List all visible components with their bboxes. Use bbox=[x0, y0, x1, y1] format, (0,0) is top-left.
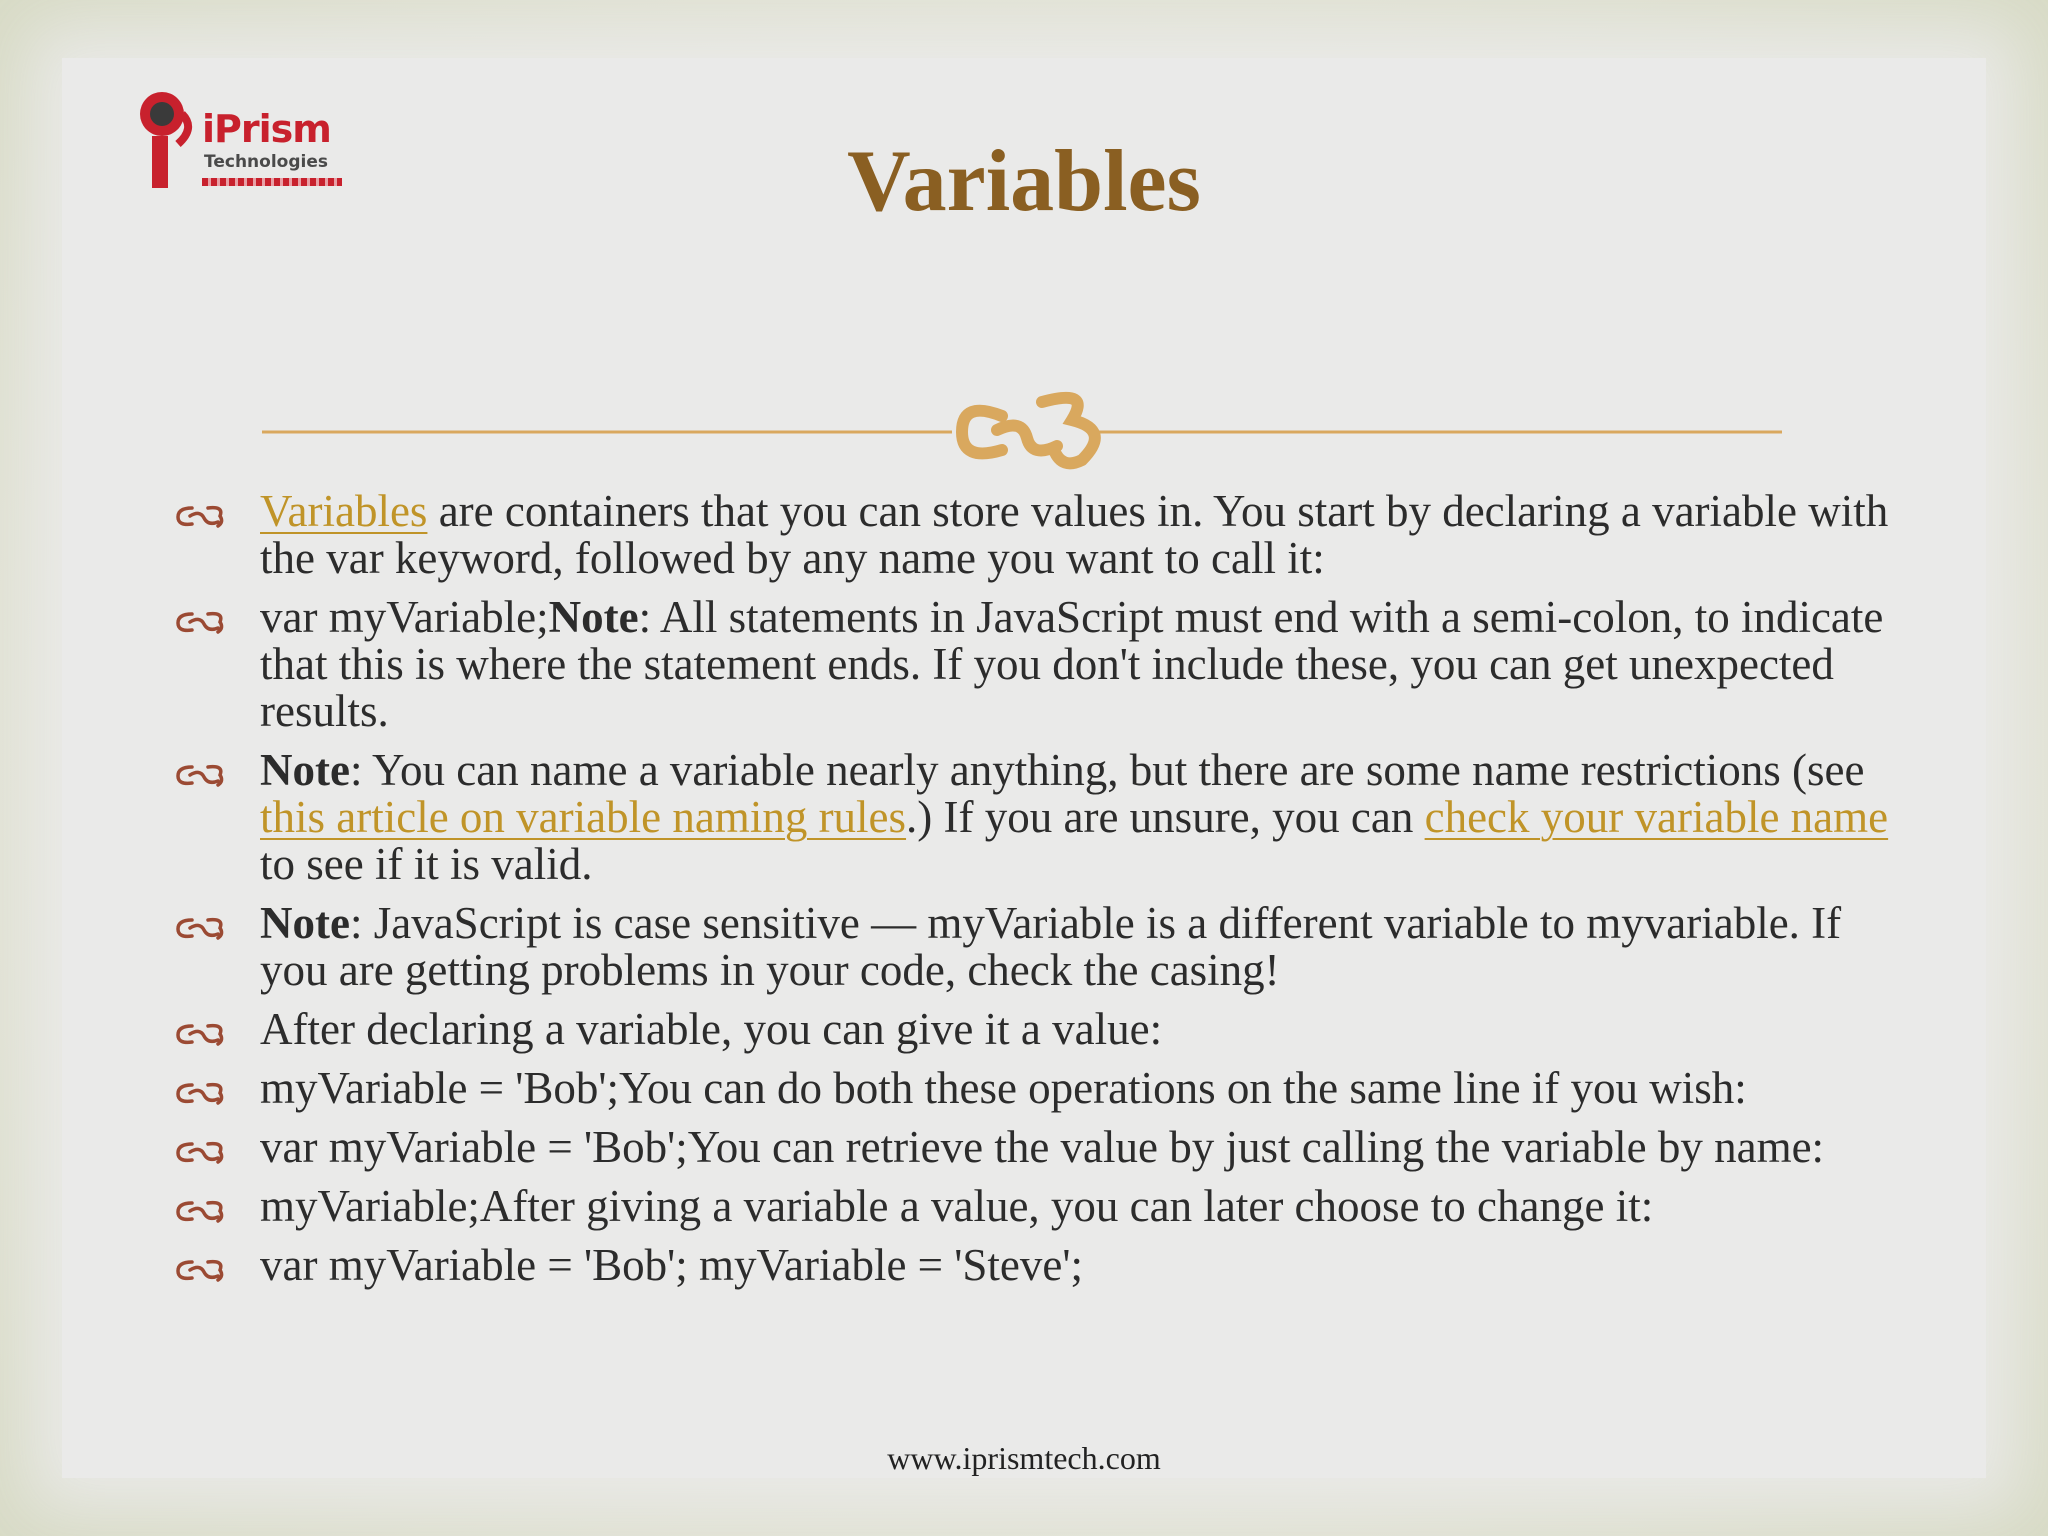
list-item bbox=[176, 1065, 1896, 1112]
list-item bbox=[176, 1124, 1896, 1171]
list-item bbox=[176, 900, 1896, 994]
bullet-flourish-icon bbox=[176, 761, 226, 789]
note-label: Note bbox=[260, 898, 350, 948]
logo-brand-text: iPrism bbox=[202, 107, 331, 151]
bullet-text: : JavaScript is case sensitive — myVariable is a different variable to myvariable. If you are getting problems in your code, check the casing! bbox=[260, 898, 1842, 995]
bullet-flourish-icon bbox=[176, 914, 226, 942]
bullet-flourish-icon bbox=[176, 502, 226, 530]
bullet-flourish-icon bbox=[176, 1197, 226, 1225]
flourish-icon bbox=[962, 398, 1095, 464]
bullet-text: myVariable = 'Bob';You can do both these operations on the same line if you wish: bbox=[260, 1063, 1747, 1113]
bullet-text: myVariable;After giving a variable a value, you can later choose to change it: bbox=[260, 1181, 1654, 1231]
bullet-flourish-icon bbox=[176, 1020, 226, 1048]
list-item bbox=[176, 747, 1896, 888]
list-item bbox=[176, 488, 1896, 582]
bullet-list bbox=[176, 488, 1896, 1301]
check-variable-name-link[interactable]: check your variable name bbox=[1424, 792, 1889, 842]
bullet-text: : You can name a variable nearly anything, but there are some name restrictions (see bbox=[349, 745, 1865, 795]
list-item bbox=[176, 1242, 1896, 1289]
bullet-text: var myVariable = 'Bob';You can retrieve the value by just calling the variable by name: bbox=[260, 1122, 1825, 1172]
footer-url[interactable]: www.iprismtech.com bbox=[887, 1440, 1161, 1476]
note-label: Note bbox=[260, 745, 350, 795]
bullet-text: are containers that you can store values in. You start by declaring a variable with the var keyword, followed by any name you want to call it: bbox=[260, 486, 1889, 583]
slide-title: Variables bbox=[847, 133, 1201, 230]
bullet-text: to see if it is valid. bbox=[260, 839, 593, 889]
ornamental-divider bbox=[262, 380, 1782, 470]
list-item bbox=[176, 1006, 1896, 1053]
bullet-text: .) If you are unsure, you can bbox=[906, 792, 1425, 842]
list-item bbox=[176, 594, 1896, 735]
list-item bbox=[176, 1183, 1896, 1230]
logo-subtitle: Technologies bbox=[204, 152, 328, 172]
bullet-code: var myVariable; bbox=[260, 592, 549, 642]
bullet-flourish-icon bbox=[176, 1079, 226, 1107]
bullet-text: After declaring a variable, you can give it a value: bbox=[260, 1004, 1163, 1054]
naming-rules-link[interactable]: this article on variable naming rules bbox=[260, 792, 907, 842]
bullet-text: : All statements in JavaScript must end with a semi-colon, to indicate that this is where the statement ends. If you don't include these, you can get unexpected results. bbox=[260, 592, 1884, 736]
bullet-flourish-icon bbox=[176, 608, 226, 636]
bullet-text: var myVariable = 'Bob'; myVariable = 'Steve'; bbox=[260, 1240, 1083, 1290]
note-label: Note bbox=[548, 592, 639, 642]
bullet-flourish-icon bbox=[176, 1138, 226, 1166]
bullet-flourish-icon bbox=[176, 1256, 226, 1284]
variables-link[interactable]: Variables bbox=[260, 486, 428, 536]
